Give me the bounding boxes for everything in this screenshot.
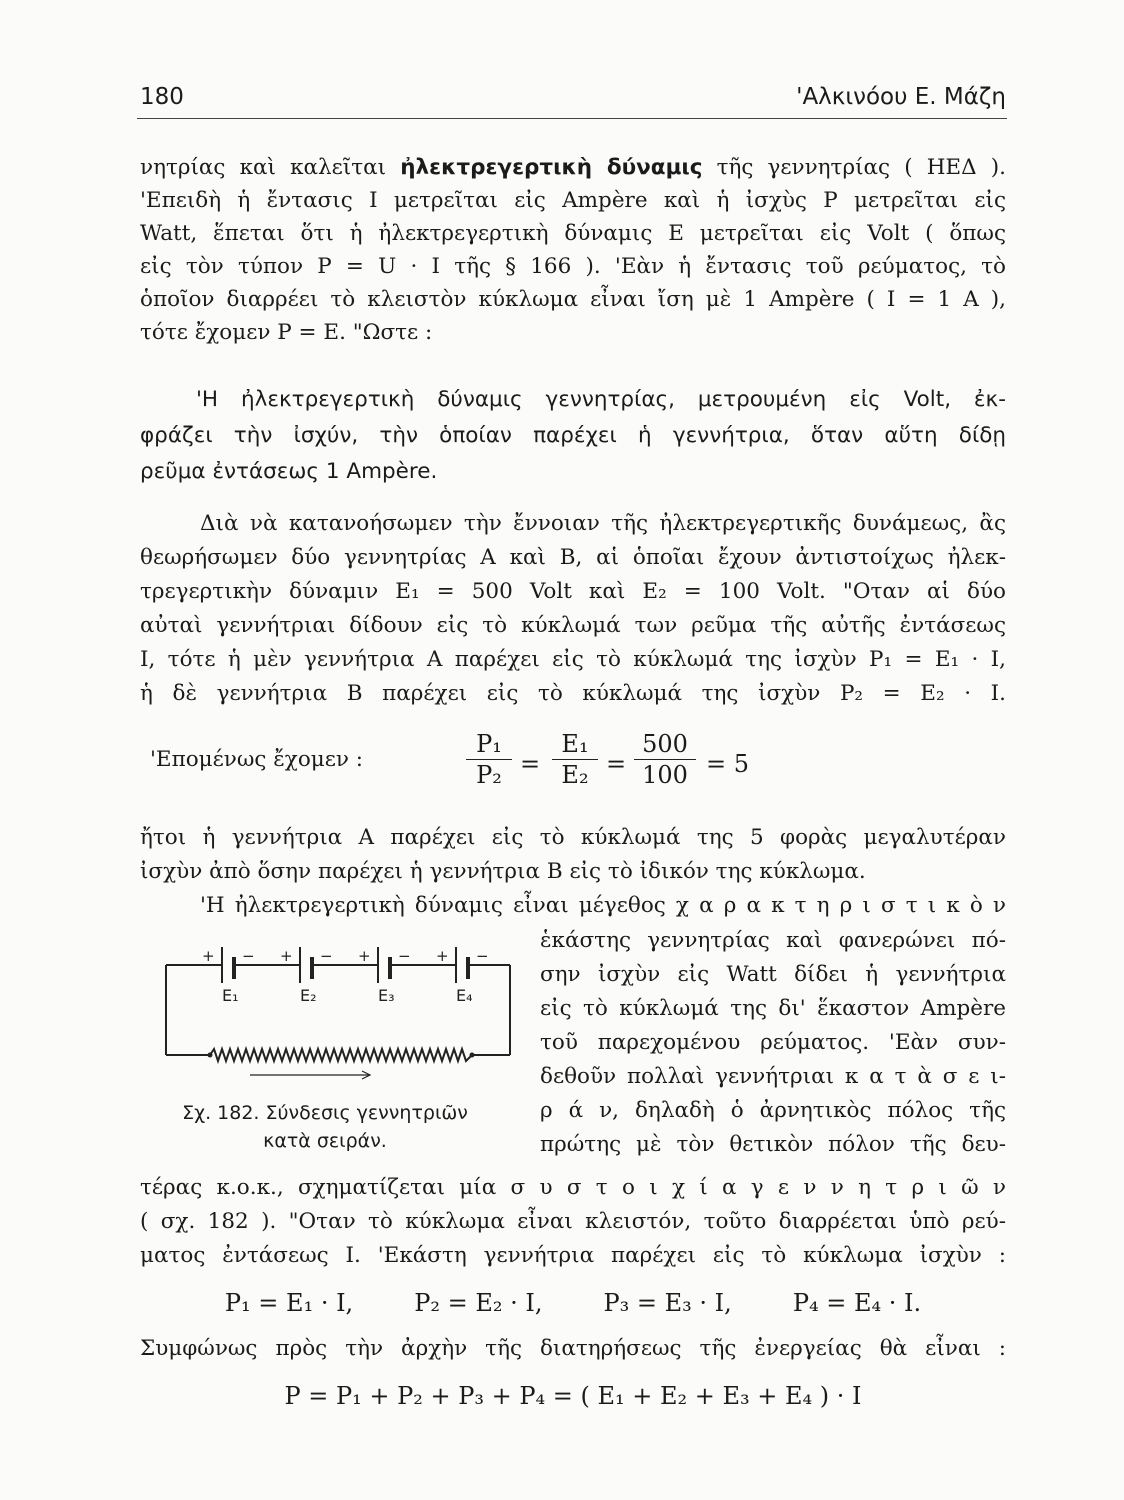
cell-label-e3: Ε₃ [378,986,395,1005]
wrap-line3: εἰς τὸ κύκλωμά της δι' ἕκαστον Ampère [540,996,1006,1021]
para4-line2: ( σχ. 182 ). "Οταν τὸ κύκλωμα εἶναι κλειστόν, τοῦτο διαρρέεται ὑπὸ ρεύ- [140,1209,1006,1234]
para4-line3: ματος ἐντάσεως Ι. 'Εκάστη γεννήτρια παρέχει εἰς τὸ κύκλωμα ἰσχὺν : [140,1243,1006,1268]
svg-text:−: − [476,947,489,965]
para1-line5: ὁποῖον διαρρέει τὸ κλειστὸν κύκλωμα εἶναι ἴση μὲ 1 Ampère ( Ι = 1 Α ), [140,287,1006,312]
cell-label-e4: Ε₄ [456,986,473,1005]
wrap-line4: τοῦ παρεχομένου ρεύματος. 'Εὰν συν- [540,1030,1006,1055]
wrap-line1: ἑκάστης γεννητρίας καὶ φανερώνει πό- [540,928,1006,953]
wrap-line5: δεθοῦν πολλαὶ γεννήτριαι κ α τ ὰ σ ε ι- [540,1064,1006,1089]
formula-cell-powers: Ρ₁ = Ε₁ · Ι, Ρ₂ = Ε₂ · Ι, Ρ₃ = Ε₃ · Ι, Ρ₄ = Ε₄ · Ι. [224,1289,922,1317]
definition-line3: ρεῦμα ἐντάσεως 1 Ampère. [140,459,438,484]
cell-label-e2: Ε₂ [300,986,317,1005]
para3-line1: ἤτοι ἡ γεννήτρια Α παρέχει εἰς τὸ κύκλωμά της 5 φορὰς μεγαλυτέραν [140,825,1006,850]
para1-line4: εἰς τὸν τύπον Ρ = U · Ι τῆς § 166 ). 'Εὰν ἡ ἔντασις τοῦ ρεύματος, τὸ [140,254,1006,279]
wrap-line2: σην ἰσχὺν εἰς Watt δίδει ἡ γεννήτρια [540,962,1006,987]
para1-line6: τότε ἔχομεν Ρ = Ε. "Ωστε : [140,320,433,345]
header-rule [137,118,1007,119]
svg-text:−: − [398,947,411,965]
para3-line2: ἰσχὺν ἀπὸ ὅσην παρέχει ἡ γεννήτρια Β εἰς τὸ ἰδικόν της κύκλωμα. [140,859,866,884]
svg-text:+: + [436,947,449,965]
formula-total-power: Ρ = Ρ₁ + Ρ₂ + Ρ₃ + Ρ₄ = ( Ε₁ + Ε₂ + Ε₃ + Ε₄ ) · Ι [284,1382,862,1410]
para2-line1: Διὰ νὰ κατανοήσωμεν τὴν ἔννοιαν τῆς ἠλεκτρεγερτικῆς δυνάμεως, ἂς [200,511,1006,536]
fraction-e1-e2: $\frac{\text{Ε₁}}{\text{Ε₂}}$ [552,730,598,789]
para5-line1: Συμφώνως πρὸς τὴν ἀρχὴν τῆς διατηρήσεως τῆς ἐνεργείας θὰ εἶναι : [140,1336,1006,1361]
para2-line6: ἡ δὲ γεννήτρια Β παρέχει εἰς τὸ κύκλωμά της ἰσχὺν Ρ₂ = Ε₂ · Ι. [140,681,1006,706]
para1-line2: 'Επειδὴ ἡ ἔντασις Ι μετρεῖται εἰς Ampère καὶ ἡ ἰσχὺς Ρ μετρεῖται εἰς [140,188,1006,213]
para2-line5: Ι, τότε ἡ μὲν γεννήτρια Α παρέχει εἰς τὸ κύκλωμά της ἰσχὺν Ρ₁ = Ε₁ · Ι, [140,647,1006,672]
running-head: 'Αλκινόου Ε. Μάζη [796,84,1006,110]
wrap-line6: ρ ά ν, δηλαδὴ ὁ ἀρνητικὸς πόλος τῆς [540,1098,1006,1123]
svg-text:−: − [320,947,333,965]
svg-text:−: − [242,947,255,965]
emphasis-emf: ἠλεκτρεγερτικὴ δύναμις [400,155,703,180]
ratio-lead: 'Επομένως ἔχομεν : [150,747,364,772]
svg-text:+: + [280,947,293,965]
para2-line2: θεωρήσωμεν δύο γεννητρίας Α καὶ Β, αἱ ὁποῖαι ἔχουν ἀντιστοίχως ἠλεκ- [140,545,1006,570]
equals-2: = [606,750,627,778]
svg-text:+: + [202,947,215,965]
fraction-p1-p2: $\frac{\text{Ρ₁}}{\text{Ρ₂}}$ [466,730,512,789]
definition-line2: φράζει τὴν ἰσχύν, τὴν ὁποίαν παρέχει ἡ γεννήτρια, ὅταν αὕτη δίδῃ [140,423,1006,448]
para1-line1: νητρίας καὶ καλεῖται ἠλεκτρεγερτικὴ δύναμις τῆς γεννητρίας ( ΗΕΔ ). [140,155,1006,180]
series-circuit-figure [150,935,520,1095]
fraction-500-100: $\frac{500}{100}$ [634,730,696,789]
figure-caption-line2: κατὰ σειράν. [263,1130,387,1152]
svg-text:+: + [358,947,371,965]
figure-caption-line1: Σχ. 182. Σύνδεσις γεννητριῶν [182,1102,468,1124]
para2-line3: τρεγερτικὴν δύναμιν Ε₁ = 500 Volt καὶ Ε₂ = 100 Volt. "Οταν αἱ δύο [140,579,1006,604]
para2-line4: αὐταὶ γεννήτριαι δίδουν εἰς τὸ κύκλωμά των ρεῦμα τῆς αὐτῆς ἐντάσεως [140,613,1006,638]
para3-line3: 'Η ἠλεκτρεγερτικὴ δύναμις εἶναι μέγεθος χ α ρ α κ τ η ρ ι σ τ ι κ ὸ ν [200,893,1006,918]
para4-line1: τέρας κ.ο.κ., σχηματίζεται μία σ υ σ τ ο ι χ ί α γ ε ν ν η τ ρ ι ῶ ν [140,1175,1006,1200]
para1-line3: Watt, ἕπεται ὅτι ἡ ἠλεκτρεγερτικὴ δύναμις Ε μετρεῖται εἰς Volt ( ὅπως [140,221,1006,246]
wrap-line7: πρώτης μὲ τὸν θετικὸν πόλον τῆς δευ- [540,1132,1006,1157]
page-number: 180 [140,84,184,110]
cell-label-e1: Ε₁ [222,986,239,1005]
definition-line1: 'Η ἠλεκτρεγερτικὴ δύναμις γεννητρίας, μετρουμένη εἰς Volt, ἐκ- [196,387,1006,412]
equals-1: = [520,750,541,778]
equals-5: = 5 [706,750,750,778]
